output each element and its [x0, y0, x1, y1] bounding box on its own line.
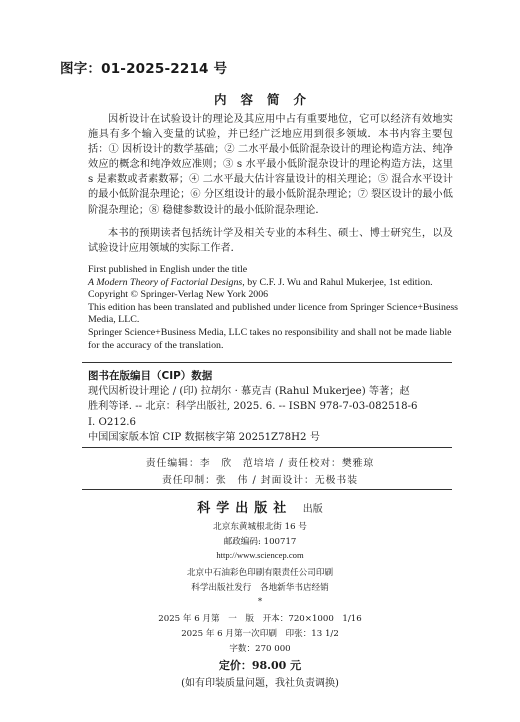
- english-line-1: First published in English under the title: [88, 264, 248, 275]
- summary-title: 内容简介: [213, 92, 320, 107]
- price: 定价：98.00 元: [218, 659, 302, 672]
- divider-middle: [82, 447, 452, 448]
- english-line-7: for the accuracy of the translation.: [88, 339, 224, 351]
- summary-paragraph-2: 本书的预期读者包括统计学及相关专业的本科生、硕士、博士研究生，以及试验设计应用领域的实际工作者．: [88, 228, 453, 255]
- staff-line-1: 责任编辑：李 欣 范培培 / 责任校对：樊雅琼: [145, 458, 375, 469]
- publisher-name: 科学出版社: [197, 501, 293, 516]
- divider-bottom: [82, 489, 452, 490]
- cip-line-1: 现代因析设计理论 / (印) 拉胡尔 · 慕克吉 (Rahul Mukerjee) 等著；赵: [88, 386, 410, 398]
- english-line-6: Springer Science+Business Media, LLC takes no responsibility and shall not be made liable: [88, 326, 452, 338]
- cip-line-3: I. O212.6: [88, 416, 137, 428]
- english-rights-notice: [88, 264, 460, 352]
- publisher-suffix: 出版: [302, 504, 323, 515]
- english-line-3: Copyright © Springer-Verlag New York 2006: [88, 289, 269, 301]
- printer: 北京中石油彩色印刷有限责任公司印刷: [186, 568, 334, 578]
- separator-star: *: [257, 597, 263, 607]
- cip-line-4: 中国国家版本馆 CIP 数据核字第 20251Z78H2 号: [88, 431, 320, 443]
- english-line-5: Media, LLC.: [88, 314, 140, 326]
- publisher-address: 北京东黄城根北街 16 号: [213, 522, 307, 532]
- cip-line-2: 胜利等译. -- 北京：科学出版社, 2025. 6. -- ISBN 978-7-03-082518-6: [88, 401, 418, 413]
- registration-number: 图字：01-2025-2214 号: [60, 61, 228, 77]
- edition-line-2: 2025 年 6 月第一次印刷 印张：13 1/2: [181, 629, 339, 639]
- summary-paragraph-1: 因析设计在试验设计的理论及其应用中占有重要地位，它可以经济有效地实施具有多个输入变量的试验，并已经广泛地应用到很多领域．本书内容主要包括：① 因析设计的数学基础；② 二水平最小低阶混杂设计的理论构造方法、纯净效应的概念和纯净效应准则；③ s 水平最小低阶混杂设计的理论构造方法，这里 s 是素数或者素数幂；④ 二水平最大估计容量设计的相关理论；⑤ 混合水平设计的最小低阶混杂理论；⑥ 分区组设计的最小低阶混杂理论；⑦ 裂区设计的最小低阶混杂理论；⑧ 稳健参数设计的最小低阶混杂理论．: [88, 114, 453, 216]
- english-line-2: [88, 277, 460, 290]
- divider-top: [82, 362, 452, 363]
- publisher-name-line: [0, 497, 520, 516]
- publisher-postcode: 邮政编码: 100717: [223, 537, 297, 547]
- word-count: 字数：270 000: [229, 644, 291, 654]
- quality-note: (如有印装质量问题，我社负责调换): [181, 678, 339, 689]
- original-title: A Modern Theory of Factorial Designs: [88, 276, 243, 288]
- original-authors: , by C.F. J. Wu and Rahul Mukerjee, 1st edition.: [242, 276, 433, 288]
- distributor: 科学出版社发行 各地新华书店经销: [191, 583, 329, 593]
- cip-heading: 图书在版编目（CIP）数据: [88, 370, 213, 382]
- english-line-4: This edition has been translated and published under licence from Springer Science+Business: [88, 301, 459, 313]
- cip-block: [88, 369, 458, 445]
- edition-line-1: 2025 年 6 月第 一 版 开本：720×1000 1/16: [158, 614, 362, 624]
- publisher-website: http://www.sciencep.com: [216, 550, 304, 560]
- staff-line-2: 责任印制：张 伟 / 封面设计：无极书装: [161, 475, 359, 486]
